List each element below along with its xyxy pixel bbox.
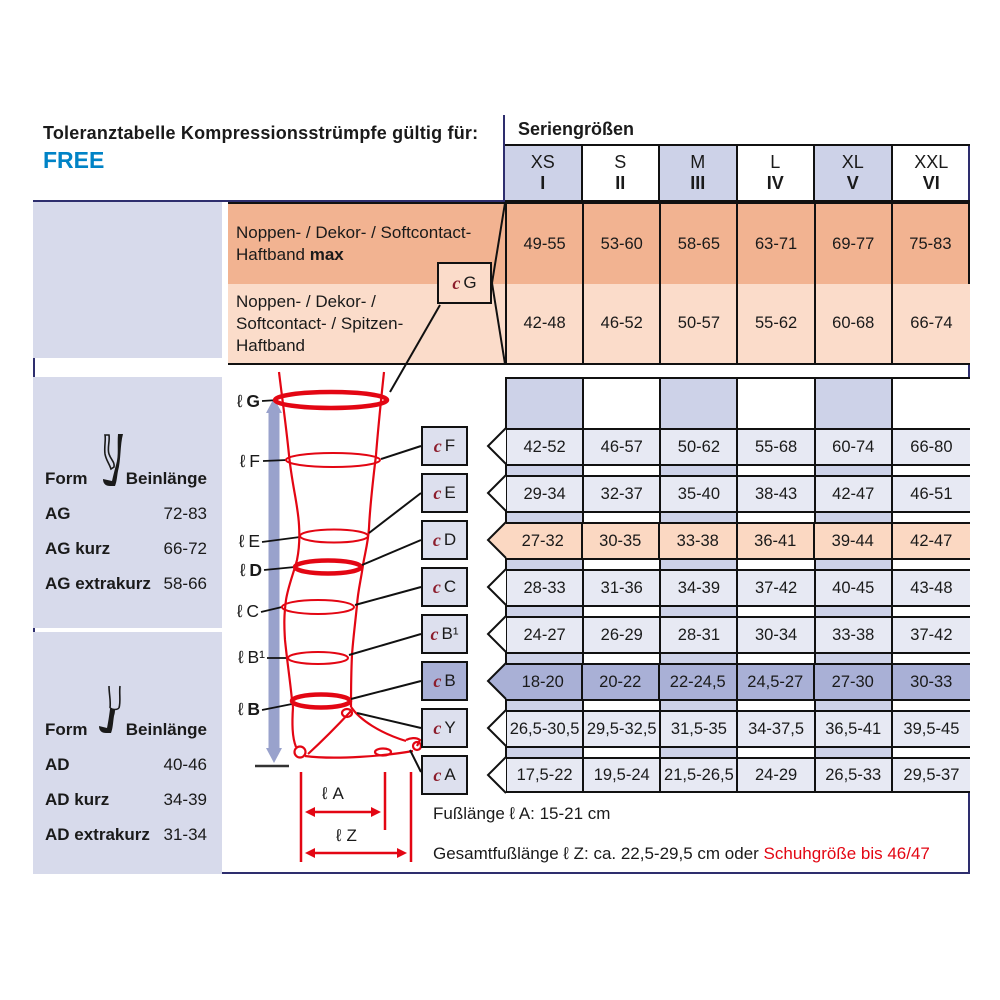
size-range-cell: 55-68 bbox=[738, 430, 815, 464]
size-range-cell: 28-31 bbox=[661, 618, 738, 652]
grid-spacer-row bbox=[505, 652, 970, 663]
leg-length-labels bbox=[236, 391, 265, 719]
size-range-cell: 60-68 bbox=[816, 284, 893, 363]
size-range-cell: 33-38 bbox=[816, 618, 893, 652]
size-range-cell: 46-51 bbox=[893, 477, 970, 511]
measurement-row-cF bbox=[505, 428, 970, 464]
size-header-row bbox=[505, 146, 970, 202]
svg-text:ℓB: ℓ B bbox=[237, 699, 260, 719]
size-range-cell: 24-29 bbox=[738, 759, 815, 791]
measurement-row-cC bbox=[505, 569, 970, 605]
size-column-header: XXL VI bbox=[914, 152, 949, 193]
circumference-symbol: c bbox=[433, 717, 442, 738]
circumference-symbol: c bbox=[433, 435, 442, 456]
size-range-cell: 30-35 bbox=[583, 524, 661, 558]
size-range-cell: 42-47 bbox=[816, 477, 893, 511]
form-table-ad bbox=[33, 632, 222, 874]
measurement-row-cD bbox=[505, 522, 970, 558]
size-range-cell: 24,5-27 bbox=[738, 665, 816, 699]
measurement-row-cB1 bbox=[505, 616, 970, 652]
circumference-symbol: c bbox=[432, 529, 441, 550]
leg-pictogram-icon bbox=[95, 684, 133, 742]
size-range-cell: 58-65 bbox=[661, 204, 738, 284]
size-range-cell: 60-74 bbox=[816, 430, 893, 464]
size-range-cell: 37-42 bbox=[738, 571, 815, 605]
grid-spacer-row bbox=[505, 464, 970, 475]
size-range-cell: 66-80 bbox=[893, 430, 970, 464]
svg-text:ℓA: ℓ A bbox=[322, 784, 344, 803]
size-column-header: XS I bbox=[505, 146, 583, 200]
circumference-box-cD: c D bbox=[421, 520, 468, 560]
size-range-cell: 32-37 bbox=[584, 477, 661, 511]
circumference-symbol: c bbox=[433, 482, 442, 503]
form-row: AG 72-83 bbox=[45, 504, 207, 523]
title-box bbox=[33, 115, 505, 202]
grid-spacer-row bbox=[505, 511, 970, 522]
size-range-cell: 46-52 bbox=[584, 284, 661, 363]
size-range-cell: 50-62 bbox=[661, 430, 738, 464]
size-range-cell: 38-43 bbox=[738, 477, 815, 511]
size-range-cell: 29-34 bbox=[507, 477, 584, 511]
measurement-ellipses bbox=[275, 392, 387, 708]
size-range-cell: 17,5-22 bbox=[507, 759, 584, 791]
circumference-symbol: c bbox=[452, 272, 461, 293]
size-range-cell: 20-22 bbox=[583, 665, 661, 699]
foot-length-note: Fußlänge ℓ A: 15-21 cm bbox=[433, 804, 611, 823]
size-range-cell: 26,5-33 bbox=[816, 759, 893, 791]
size-range-cell: 43-48 bbox=[893, 571, 970, 605]
size-range-cell: 33-38 bbox=[660, 524, 738, 558]
size-range-cell: 39,5-45 bbox=[893, 712, 970, 746]
foot-dimension-ticks bbox=[301, 772, 411, 862]
size-range-cell: 26,5-30,5 bbox=[507, 712, 584, 746]
svg-text:ℓG: ℓ G bbox=[236, 391, 260, 411]
form-table-header: Form Beinlänge bbox=[45, 469, 207, 488]
size-range-cell: 63-71 bbox=[738, 204, 815, 284]
form-row: AG extrakurz 58-66 bbox=[45, 574, 207, 593]
size-range-cell: 27-30 bbox=[815, 665, 893, 699]
foot-dimension-labels bbox=[321, 784, 357, 845]
cg-pennant-lines bbox=[492, 203, 505, 364]
page-title: Toleranztabelle Kompressionsstrümpfe gültig für: bbox=[43, 123, 479, 143]
size-range-cell: 27-32 bbox=[505, 524, 583, 558]
size-column-header: XL V bbox=[815, 146, 893, 200]
circumference-symbol: c bbox=[433, 764, 442, 785]
size-column-header: L IV bbox=[738, 146, 816, 200]
grid-spacer-row bbox=[505, 605, 970, 616]
form-row: AD extrakurz 31-34 bbox=[45, 825, 207, 844]
grid-spacer-row bbox=[505, 699, 970, 710]
size-range-cell: 39-44 bbox=[815, 524, 893, 558]
form-table-ag bbox=[33, 377, 222, 628]
size-range-cell: 29,5-37 bbox=[893, 759, 970, 791]
size-range-cell: 35-40 bbox=[661, 477, 738, 511]
size-range-cell: 42-52 bbox=[507, 430, 584, 464]
size-range-cell: 30-34 bbox=[738, 618, 815, 652]
size-range-cell: 28-33 bbox=[507, 571, 584, 605]
grid-spacer-row bbox=[505, 558, 970, 569]
size-range-cell: 29,5-32,5 bbox=[584, 712, 661, 746]
size-range-cell: 21,5-26,5 bbox=[661, 759, 738, 791]
size-range-cell: 24-27 bbox=[507, 618, 584, 652]
svg-text:ℓZ: ℓ Z bbox=[336, 826, 357, 845]
haftband-std-label: Noppen- / Dekor- / Softcontact- / Spitzen- Haftband bbox=[228, 284, 505, 365]
circumference-box-cB1: c B¹ bbox=[421, 614, 468, 654]
size-range-cell: 40-45 bbox=[816, 571, 893, 605]
circumference-box-cC: c C bbox=[421, 567, 468, 607]
measurement-row-cB bbox=[505, 663, 970, 699]
form-row: AG kurz 66-72 bbox=[45, 539, 207, 558]
measurement-row-cE bbox=[505, 475, 970, 511]
svg-text:ℓB¹: ℓ B¹ bbox=[237, 647, 265, 667]
size-range-cell: 49-55 bbox=[507, 204, 584, 284]
form-table-header: Form Beinlänge bbox=[45, 720, 207, 739]
size-range-cell: 66-74 bbox=[893, 284, 970, 363]
size-range-cell: 53-60 bbox=[584, 204, 661, 284]
size-range-cell: 75-83 bbox=[893, 204, 970, 284]
grid-spacer-row bbox=[505, 746, 970, 757]
circumference-box-cE: c E bbox=[421, 473, 468, 513]
form-row: AD 40-46 bbox=[45, 755, 207, 774]
size-range-cell: 46-57 bbox=[584, 430, 661, 464]
size-range-cell: 19,5-24 bbox=[584, 759, 661, 791]
total-foot-length-note: Gesamtfußlänge ℓ Z: ca. 22,5-29,5 cm oder Schuhgröße bis 46/47 bbox=[433, 844, 930, 863]
leg-pictogram-icon bbox=[95, 433, 133, 491]
svg-text:ℓE: ℓ E bbox=[238, 531, 260, 551]
size-range-cell: 26-29 bbox=[584, 618, 661, 652]
size-range-cell: 31-36 bbox=[584, 571, 661, 605]
size-range-cell: 55-62 bbox=[738, 284, 815, 363]
circumference-symbol: c bbox=[433, 670, 442, 691]
size-range-cell: 18-20 bbox=[505, 665, 583, 699]
brand-name: FREE bbox=[43, 147, 105, 173]
size-column-header: M III bbox=[660, 146, 738, 200]
cg-connector-line bbox=[390, 305, 440, 392]
shoe-size-note: Schuhgröße bis 46/47 bbox=[763, 844, 930, 863]
svg-text:ℓC: ℓ C bbox=[236, 601, 259, 621]
size-range-cell: 42-47 bbox=[893, 524, 971, 558]
haftband-values-grid bbox=[505, 202, 970, 365]
size-range-cell: 31,5-35 bbox=[661, 712, 738, 746]
series-sizes-header: Seriengrößen bbox=[505, 115, 970, 146]
label-leader-lines bbox=[261, 400, 300, 710]
size-range-cell: 34-39 bbox=[661, 571, 738, 605]
size-range-cell: 42-48 bbox=[507, 284, 584, 363]
size-range-cell: 50-57 bbox=[661, 284, 738, 363]
size-range-cell: 36-41 bbox=[738, 524, 816, 558]
measurement-row-cA bbox=[505, 757, 970, 793]
size-range-cell: 69-77 bbox=[816, 204, 893, 284]
svg-text:ℓF: ℓ F bbox=[239, 451, 260, 471]
circumference-box-cB: c B bbox=[421, 661, 468, 701]
size-column-header: S II bbox=[583, 146, 661, 200]
circumference-box-cF: c F bbox=[421, 426, 468, 466]
form-row: AD kurz 34-39 bbox=[45, 790, 207, 809]
circumference-box-cY: c Y bbox=[421, 708, 468, 748]
circumference-symbol: c bbox=[432, 576, 441, 597]
svg-text:ℓD: ℓ D bbox=[239, 560, 262, 580]
left-filler-panel bbox=[33, 202, 222, 358]
size-range-cell: 34-37,5 bbox=[738, 712, 815, 746]
size-range-cell: 22-24,5 bbox=[660, 665, 738, 699]
haftband-max-label: Noppen- / Dekor- / Softcontact- Haftband max bbox=[228, 202, 505, 284]
size-range-cell: 36,5-41 bbox=[816, 712, 893, 746]
circumference-box-cA: c A bbox=[421, 755, 468, 795]
grid-spacer-row bbox=[505, 377, 970, 428]
cg-marker-box: c G bbox=[437, 262, 492, 304]
size-range-cell: 30-33 bbox=[893, 665, 971, 699]
box-connector-lines bbox=[349, 446, 421, 772]
measurement-row-cY bbox=[505, 710, 970, 746]
size-range-cell: 37-42 bbox=[893, 618, 970, 652]
circumference-symbol: c bbox=[430, 623, 439, 644]
